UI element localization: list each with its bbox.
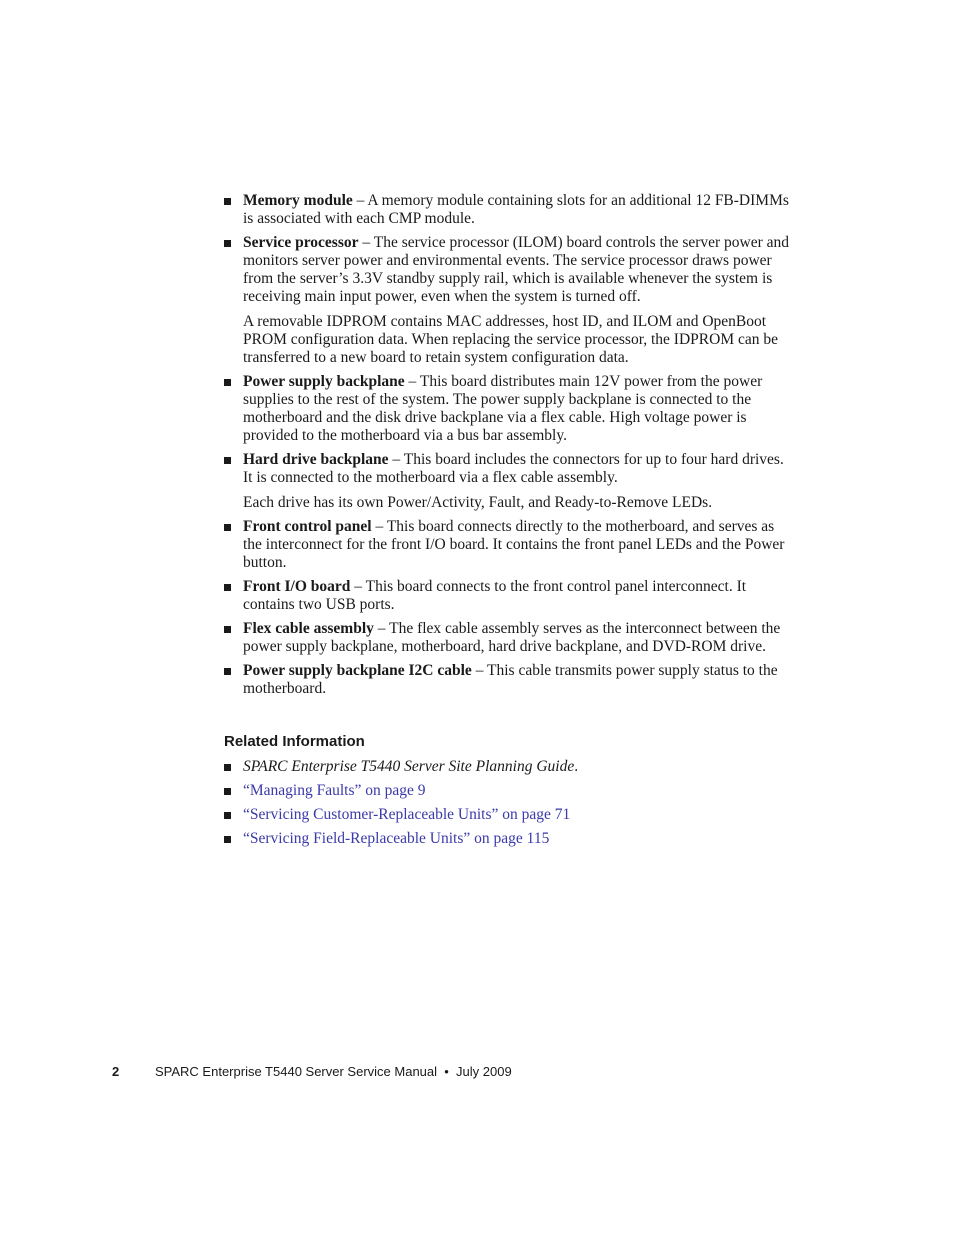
square-bullet-icon [224,788,231,795]
item-paragraph [243,518,796,572]
square-bullet-icon [224,198,231,205]
item-paragraph [243,662,796,698]
item-text: – A memory module containing slots for an additional 12 FB-DIMMs is associated with each CMP module. [243,192,789,227]
list-item [224,518,796,572]
link-servicing-fru[interactable]: “Servicing Field-Replaceable Units” on page 115 [243,830,550,847]
list-item [224,192,796,228]
square-bullet-icon [224,379,231,386]
item-text: – The service processor (ILOM) board controls the server power and monitors server power and environmental events. The service processor draws power from the server’s 3.3V standby supply rail, which is available whenever the system is receiving main input power, even when the system is turned off. [243,234,790,305]
square-bullet-icon [224,812,231,819]
square-bullet-icon [224,836,231,843]
page-footer [112,1063,512,1081]
related-item [224,806,796,824]
guide-title: SPARC Enterprise T5440 Server Site Planning Guide [243,758,575,775]
square-bullet-icon [224,626,231,633]
link-servicing-cru[interactable]: “Servicing Customer-Replaceable Units” on page 71 [243,806,571,823]
item-term: Hard drive backplane [243,451,389,468]
guide-suffix: . [574,758,579,775]
item-term: Front I/O board [243,578,351,595]
item-paragraph [243,578,796,614]
item-text: – This board distributes main 12V power from the power supplies to the rest of the system. The power supply backplane is connected to the motherboard and the disk drive backplane via a flex cable. High voltage power is provided to the motherboard via a bus bar assembly. [243,373,763,444]
related-item [224,782,796,800]
footer-text: SPARC Enterprise T5440 Server Service Manual • July 2009 [155,1064,512,1079]
page-content [224,192,796,854]
square-bullet-icon [224,584,231,591]
item-term: Flex cable assembly [243,620,374,637]
page-number: 2 [112,1064,120,1079]
item-sub-paragraph: Each drive has its own Power/Activity, Fault, and Ready-to-Remove LEDs. [243,494,713,511]
item-paragraph [243,234,796,306]
item-sub-paragraph: A removable IDPROM contains MAC addresses, host ID, and ILOM and OpenBoot PROM configuration data. When replacing the service processor, the IDPROM can be transferred to a new board to retain system configuration data. [243,313,778,366]
item-term: Power supply backplane [243,373,405,390]
square-bullet-icon [224,457,231,464]
list-item [224,234,796,367]
item-paragraph [243,620,796,656]
item-text: – This board includes the connectors for up to four hard drives. It is connected to the motherboard via a flex cable assembly. [243,451,784,486]
item-text: – This board connects directly to the motherboard, and serves as the interconnect for the front I/O board. It contains the front panel LEDs and the Power button. [243,518,785,571]
related-link-wrapper [243,830,796,848]
component-list [224,192,796,698]
related-link-wrapper [243,782,796,800]
list-item [224,373,796,445]
square-bullet-icon [224,764,231,771]
list-item [224,620,796,656]
list-item [224,451,796,512]
related-guide [243,758,796,776]
item-text: – The flex cable assembly serves as the interconnect between the power supply backplane, motherboard, hard drive backplane, and DVD-ROM drive. [243,620,781,655]
item-text: – This cable transmits power supply status to the motherboard. [243,662,778,697]
list-item [224,578,796,614]
related-information-heading: Related Information [224,733,365,750]
square-bullet-icon [224,668,231,675]
item-term: Memory module [243,192,353,209]
item-text: – This board connects to the front control panel interconnect. It contains two USB ports. [243,578,747,613]
list-item [224,662,796,698]
item-term: Power supply backplane I2C cable [243,662,472,679]
item-paragraph [243,192,796,228]
square-bullet-icon [224,524,231,531]
item-term: Service processor [243,234,359,251]
related-list [224,758,796,848]
item-paragraph [243,451,796,487]
item-paragraph [243,373,796,445]
link-managing-faults[interactable]: “Managing Faults” on page 9 [243,782,426,799]
related-item [224,758,796,776]
related-link-wrapper [243,806,796,824]
item-term: Front control panel [243,518,372,535]
related-item [224,830,796,848]
square-bullet-icon [224,240,231,247]
